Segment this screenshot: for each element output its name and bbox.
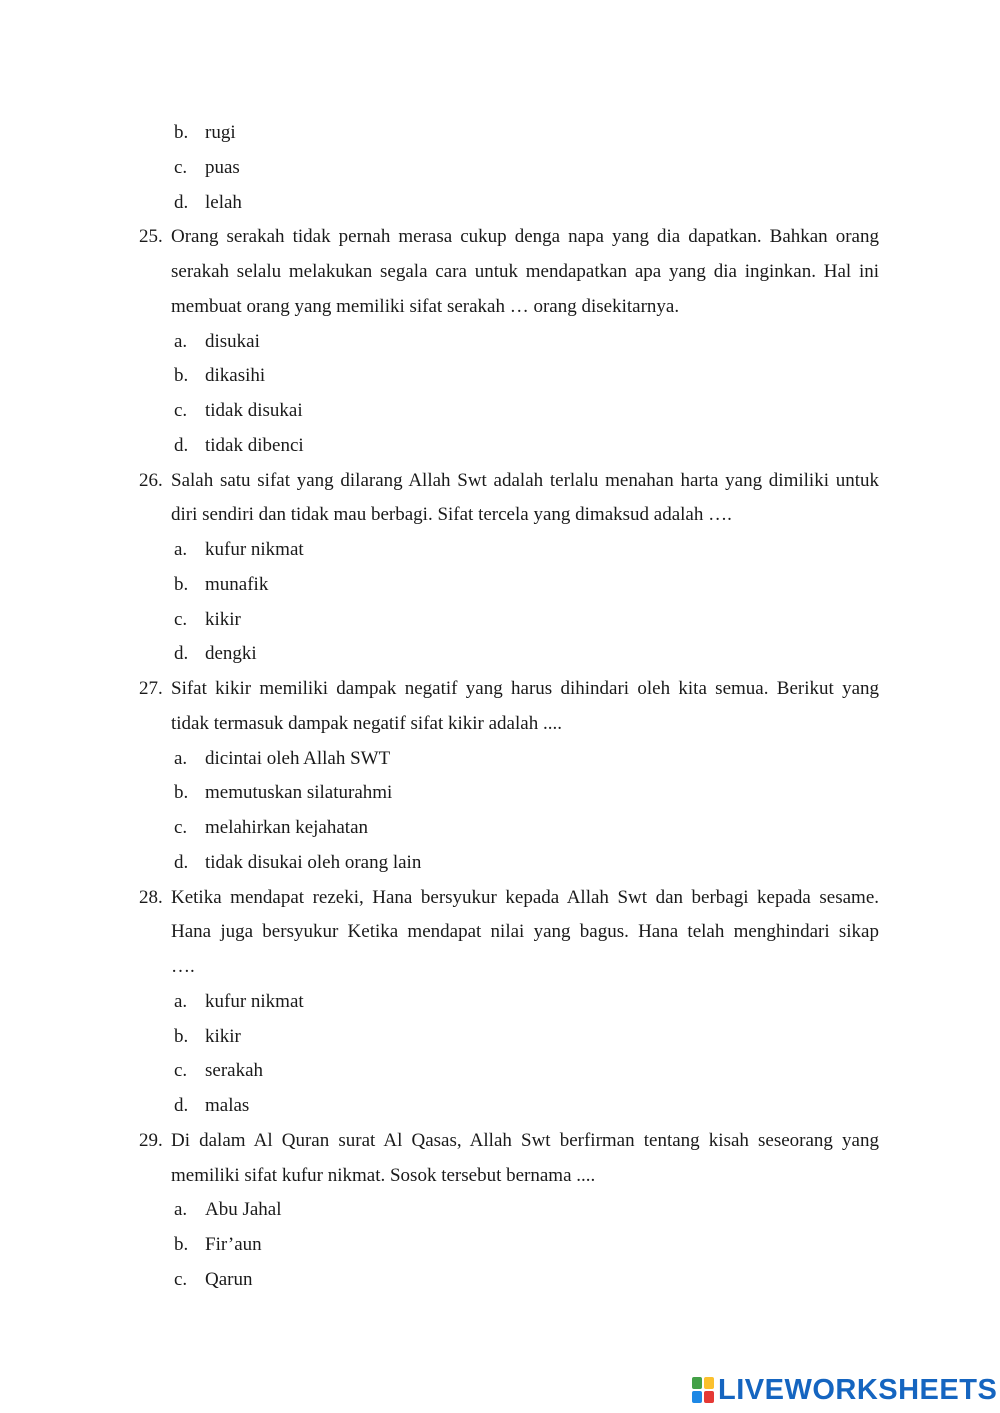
- option-text: tidak disukai: [205, 400, 303, 421]
- option-letter: d.: [174, 1095, 189, 1116]
- option-letter: a.: [174, 330, 188, 352]
- option-text: lelah: [205, 191, 242, 213]
- question-number: 29.: [139, 1129, 163, 1151]
- option-letter: a.: [174, 539, 188, 560]
- question-text-line: membuat orang yang memiliki sifat serakah … orang disekitarnya.: [171, 295, 680, 317]
- liveworksheets-logo: [692, 1374, 997, 1406]
- option-letter: b.: [174, 573, 189, 595]
- option-text: tidak disukai oleh orang lain: [205, 851, 422, 873]
- question-text-line: tidak termasuk dampak negatif sifat kikir adalah ....: [171, 712, 562, 734]
- option-text: Qarun: [205, 1268, 253, 1290]
- option-text: kufur nikmat: [205, 990, 304, 1012]
- option-letter: b.: [174, 122, 189, 143]
- option-text: kufur nikmat: [205, 539, 304, 560]
- option-letter: d.: [174, 434, 189, 456]
- option-letter: b.: [174, 365, 189, 387]
- option-letter: c.: [174, 1060, 188, 1082]
- logo-square-2: [704, 1377, 714, 1389]
- option-text: rugi: [205, 122, 236, 143]
- option-letter: b.: [174, 782, 189, 804]
- option-letter: b.: [174, 1234, 189, 1255]
- option-letter: a.: [174, 747, 188, 769]
- logo-square-3: [692, 1391, 702, 1403]
- option-letter: c.: [174, 400, 188, 421]
- option-text: memutuskan silaturahmi: [205, 782, 393, 804]
- option-letter: d.: [174, 643, 189, 665]
- question-number: 28.: [139, 886, 163, 908]
- question-text-line: serakah selalu melakukan segala cara untuk mendapatkan apa yang dia inginkan. Hal ini: [171, 261, 879, 282]
- question-text-line: Ketika mendapat rezeki, Hana bersyukur kepada Allah Swt dan berbagi kepada sesame.: [171, 886, 879, 908]
- question-text-line: ….: [171, 956, 195, 977]
- option-text: tidak dibenci: [205, 434, 304, 456]
- question-text-line: Di dalam Al Quran surat Al Qasas, Allah Swt berfirman tentang kisah seseorang yang: [171, 1129, 879, 1151]
- option-letter: c.: [174, 608, 188, 630]
- option-text: disukai: [205, 330, 260, 352]
- option-text: serakah: [205, 1060, 264, 1082]
- liveworksheets-icon: [692, 1377, 714, 1403]
- option-letter: c.: [174, 817, 188, 838]
- option-text: dengki: [205, 643, 257, 665]
- option-text: kikir: [205, 608, 241, 630]
- option-letter: a.: [174, 990, 188, 1012]
- option-letter: d.: [174, 191, 189, 213]
- question-text-line: Sifat kikir memiliki dampak negatif yang harus dihindari oleh kita semua. Berikut yang: [171, 678, 879, 699]
- option-text: Fir’aun: [205, 1234, 262, 1255]
- option-text: dicintai oleh Allah SWT: [205, 747, 391, 769]
- option-text: dikasihi: [205, 365, 266, 387]
- question-number: 26.: [139, 469, 163, 491]
- option-text: puas: [205, 156, 240, 178]
- liveworksheets-wordmark: LIVEWORKSHEETS: [718, 1374, 998, 1406]
- logo-square-4: [704, 1391, 714, 1403]
- option-text: munafik: [205, 573, 269, 595]
- option-letter: d.: [174, 851, 189, 873]
- option-letter: a.: [174, 1199, 188, 1221]
- question-text-line: Hana juga bersyukur Ketika mendapat nilai yang bagus. Hana telah menghindari sikap: [171, 921, 879, 943]
- option-letter: b.: [174, 1025, 189, 1047]
- option-text: malas: [205, 1095, 250, 1116]
- logo-square-1: [692, 1377, 702, 1389]
- option-letter: c.: [174, 1268, 188, 1290]
- question-text-line: Salah satu sifat yang dilarang Allah Swt adalah terlalu menahan harta yang dimiliki untuk: [171, 469, 879, 491]
- question-number: 25.: [139, 226, 163, 248]
- option-text: Abu Jahal: [205, 1199, 282, 1221]
- option-text: melahirkan kejahatan: [205, 817, 369, 838]
- option-letter: c.: [174, 156, 188, 178]
- question-number: 27.: [139, 678, 163, 699]
- question-text-line: memiliki sifat kufur nikmat. Sosok tersebut bernama ....: [171, 1164, 596, 1186]
- question-text-line: Orang serakah tidak pernah merasa cukup denga napa yang dia dapatkan. Bahkan orang: [171, 226, 879, 248]
- question-text-line: diri sendiri dan tidak mau berbagi. Sifat tercela yang dimaksud adalah ….: [171, 504, 732, 526]
- option-text: kikir: [205, 1025, 241, 1047]
